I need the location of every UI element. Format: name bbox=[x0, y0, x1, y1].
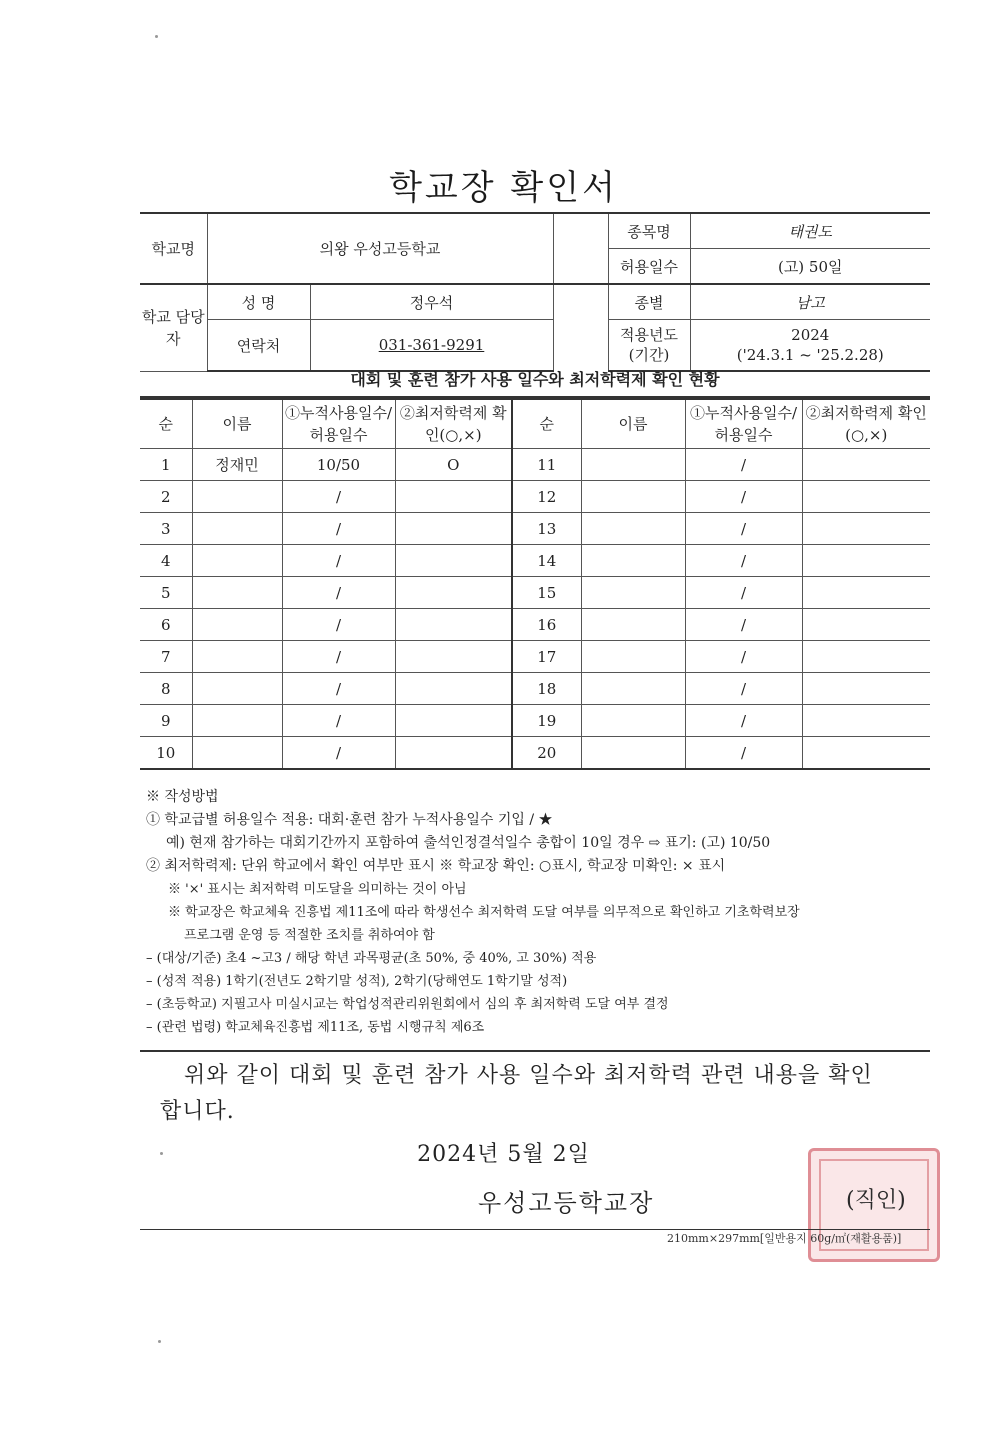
row-check bbox=[802, 737, 930, 770]
table-row bbox=[140, 481, 930, 513]
row-name bbox=[192, 737, 282, 770]
row-name bbox=[192, 513, 282, 545]
header-name: 이름 bbox=[581, 399, 685, 449]
row-check bbox=[395, 737, 512, 770]
notes-heading: ※ 작성방법 bbox=[146, 789, 219, 805]
row-check bbox=[395, 481, 512, 513]
row-check bbox=[395, 705, 512, 737]
table-row bbox=[140, 577, 930, 609]
row-name bbox=[581, 641, 685, 673]
row-days: / bbox=[282, 577, 395, 609]
name-value: 정우석 bbox=[310, 284, 553, 320]
row-days: / bbox=[685, 577, 802, 609]
row-no: 15 bbox=[512, 577, 581, 609]
row-days: / bbox=[685, 449, 802, 481]
detail-2: – (성적 적용) 1학기(전년도 2학기말 성적), 2학기(당해연도 1학기말 성적) bbox=[146, 974, 568, 989]
table-row bbox=[140, 737, 930, 770]
row-check bbox=[802, 449, 930, 481]
row-check bbox=[395, 609, 512, 641]
row-days: / bbox=[282, 673, 395, 705]
row-name bbox=[581, 705, 685, 737]
school-label: 학교명 bbox=[140, 213, 207, 284]
row-days: / bbox=[685, 513, 802, 545]
scan-speck bbox=[158, 1340, 161, 1343]
confirmation-statement bbox=[160, 1058, 920, 1130]
detail-1: – (대상/기준) 초4 ~고3 / 해당 학년 과목평균(초 50%, 중 40%, 고 30%) 적용 bbox=[146, 951, 597, 966]
contact-value: 031-361-9291 bbox=[310, 320, 553, 372]
row-days: / bbox=[282, 609, 395, 641]
table-row bbox=[140, 673, 930, 705]
row-days: / bbox=[282, 737, 395, 770]
allowed-days-value: (고) 50일 bbox=[690, 249, 930, 285]
row-check bbox=[802, 577, 930, 609]
row-no: 9 bbox=[140, 705, 192, 737]
row-name bbox=[192, 673, 282, 705]
detail-3: – (초등학교) 지필고사 미실시교는 학업성적관리위원회에서 심의 후 최저학력 도달 여부 결정 bbox=[146, 997, 669, 1012]
row-name bbox=[581, 481, 685, 513]
year-value: 2024 bbox=[791, 326, 830, 344]
header-check: ②최저학력제 확인(○,×) bbox=[395, 399, 512, 449]
row-check bbox=[802, 641, 930, 673]
row-check bbox=[802, 609, 930, 641]
row-days: / bbox=[282, 481, 395, 513]
table-row bbox=[140, 641, 930, 673]
note-2-sub2: ※ 학교장은 학교체육 진흥법 제11조에 따라 학생선수 최저학력 도달 여부를 의무적으로 확인하고 기초학력보장 bbox=[168, 905, 800, 920]
note-2: ② 최저학력제: 단위 학교에서 확인 여부만 표시 ※ 학교장 확인: ○표시, 학교장 미확인: × 표시 bbox=[146, 858, 726, 874]
table-row bbox=[140, 705, 930, 737]
row-no: 11 bbox=[512, 449, 581, 481]
row-days: / bbox=[685, 481, 802, 513]
row-name bbox=[192, 609, 282, 641]
row-check bbox=[802, 513, 930, 545]
row-days: / bbox=[282, 705, 395, 737]
row-check bbox=[395, 513, 512, 545]
status-title: 대회 및 훈련 참가 사용 일수와 최저학력제 확인 현황 bbox=[140, 367, 930, 398]
row-name bbox=[581, 609, 685, 641]
row-no: 17 bbox=[512, 641, 581, 673]
name-label: 성 명 bbox=[207, 284, 310, 320]
paper-spec: 210mm×297mm[일반용지 60g/㎡(재활용품)] bbox=[667, 1232, 902, 1245]
row-check bbox=[395, 577, 512, 609]
info-table bbox=[140, 212, 930, 372]
row-no: 1 bbox=[140, 449, 192, 481]
row-name bbox=[192, 705, 282, 737]
table-row bbox=[140, 449, 930, 481]
row-no: 16 bbox=[512, 609, 581, 641]
row-check bbox=[395, 673, 512, 705]
principal-name: 우성고등학교장 bbox=[478, 1189, 655, 1217]
row-days: 10/50 bbox=[282, 449, 395, 481]
document-title: 학교장 확인서 bbox=[389, 168, 618, 208]
divider bbox=[140, 1050, 930, 1052]
row-no: 2 bbox=[140, 481, 192, 513]
category-value: 남고 bbox=[690, 284, 930, 320]
row-days: / bbox=[685, 705, 802, 737]
row-name bbox=[192, 641, 282, 673]
confirmation-line-2: 합니다. bbox=[160, 1099, 235, 1124]
row-name bbox=[581, 673, 685, 705]
row-name bbox=[192, 481, 282, 513]
row-check bbox=[802, 545, 930, 577]
row-days: / bbox=[282, 545, 395, 577]
row-no: 10 bbox=[140, 737, 192, 770]
row-check: O bbox=[395, 449, 512, 481]
row-days: / bbox=[685, 641, 802, 673]
row-check bbox=[395, 545, 512, 577]
instructions bbox=[146, 786, 936, 1039]
row-name bbox=[192, 577, 282, 609]
contact-label: 연락처 bbox=[207, 320, 310, 372]
row-name bbox=[581, 577, 685, 609]
note-1: ① 학교급별 허용일수 적용: 대회·훈련 참가 누적사용일수 기입 / ★ bbox=[146, 812, 553, 828]
note-2-sub2-cont: 프로그램 운영 등 적절한 조치를 취하여야 함 bbox=[184, 928, 435, 943]
header-days: ①누적사용일수/ 허용일수 bbox=[685, 399, 802, 449]
year-label: 적용년도 (기간) bbox=[608, 320, 690, 372]
row-days: / bbox=[282, 641, 395, 673]
issue-date: 2024년 5월 2일 bbox=[417, 1142, 590, 1167]
sport-value: 태권도 bbox=[690, 213, 930, 249]
row-name: 정재민 bbox=[192, 449, 282, 481]
note-1-example: 예) 현재 참가하는 대회기간까지 포함하여 출석인정결석일수 총합이 10일 경우 ⇨ 표기: (고) 10/50 bbox=[166, 835, 771, 851]
row-check bbox=[802, 673, 930, 705]
row-check bbox=[395, 641, 512, 673]
detail-4: – (관련 법령) 학교체육진흥법 제11조, 동법 시행규칙 제6조 bbox=[146, 1020, 485, 1035]
header-check: ②최저학력제 확인(○,×) bbox=[802, 399, 930, 449]
header-days: ①누적사용일수/ 허용일수 bbox=[282, 399, 395, 449]
row-no: 4 bbox=[140, 545, 192, 577]
allowed-days-label: 허용일수 bbox=[608, 249, 690, 285]
row-no: 3 bbox=[140, 513, 192, 545]
row-name bbox=[581, 737, 685, 770]
row-no: 6 bbox=[140, 609, 192, 641]
row-days: / bbox=[282, 513, 395, 545]
header-no: 순 bbox=[140, 399, 192, 449]
status-table bbox=[140, 398, 930, 770]
sport-label: 종목명 bbox=[608, 213, 690, 249]
row-check bbox=[802, 481, 930, 513]
row-name bbox=[581, 513, 685, 545]
row-days: / bbox=[685, 609, 802, 641]
row-no: 14 bbox=[512, 545, 581, 577]
row-days: / bbox=[685, 673, 802, 705]
row-no: 19 bbox=[512, 705, 581, 737]
row-no: 7 bbox=[140, 641, 192, 673]
row-days: / bbox=[685, 737, 802, 770]
header-name: 이름 bbox=[192, 399, 282, 449]
note-2-sub1: ※ '×' 표시는 최저학력 미도달을 의미하는 것이 아님 bbox=[168, 882, 467, 897]
row-check bbox=[802, 705, 930, 737]
confirmation-line-1: 위와 같이 대회 및 훈련 참가 사용 일수와 최저학력 관련 내용을 확인 bbox=[184, 1063, 873, 1088]
seal-label: (직인) bbox=[846, 1188, 906, 1213]
table-row bbox=[140, 609, 930, 641]
row-name bbox=[192, 545, 282, 577]
table-row bbox=[140, 513, 930, 545]
row-no: 18 bbox=[512, 673, 581, 705]
row-no: 8 bbox=[140, 673, 192, 705]
scan-speck bbox=[160, 1152, 163, 1155]
school-name: 의왕 우성고등학교 bbox=[207, 213, 553, 284]
row-no: 5 bbox=[140, 577, 192, 609]
category-label: 종별 bbox=[608, 284, 690, 320]
row-days: / bbox=[685, 545, 802, 577]
table-row bbox=[140, 545, 930, 577]
header-no: 순 bbox=[512, 399, 581, 449]
row-no: 13 bbox=[512, 513, 581, 545]
row-name bbox=[581, 545, 685, 577]
manager-label: 학교 담당자 bbox=[140, 284, 207, 371]
year-cell bbox=[690, 320, 930, 372]
row-no: 12 bbox=[512, 481, 581, 513]
period-value: ('24.3.1 ~ '25.2.28) bbox=[736, 346, 884, 364]
row-no: 20 bbox=[512, 737, 581, 770]
row-name bbox=[581, 449, 685, 481]
scan-speck bbox=[155, 35, 158, 38]
